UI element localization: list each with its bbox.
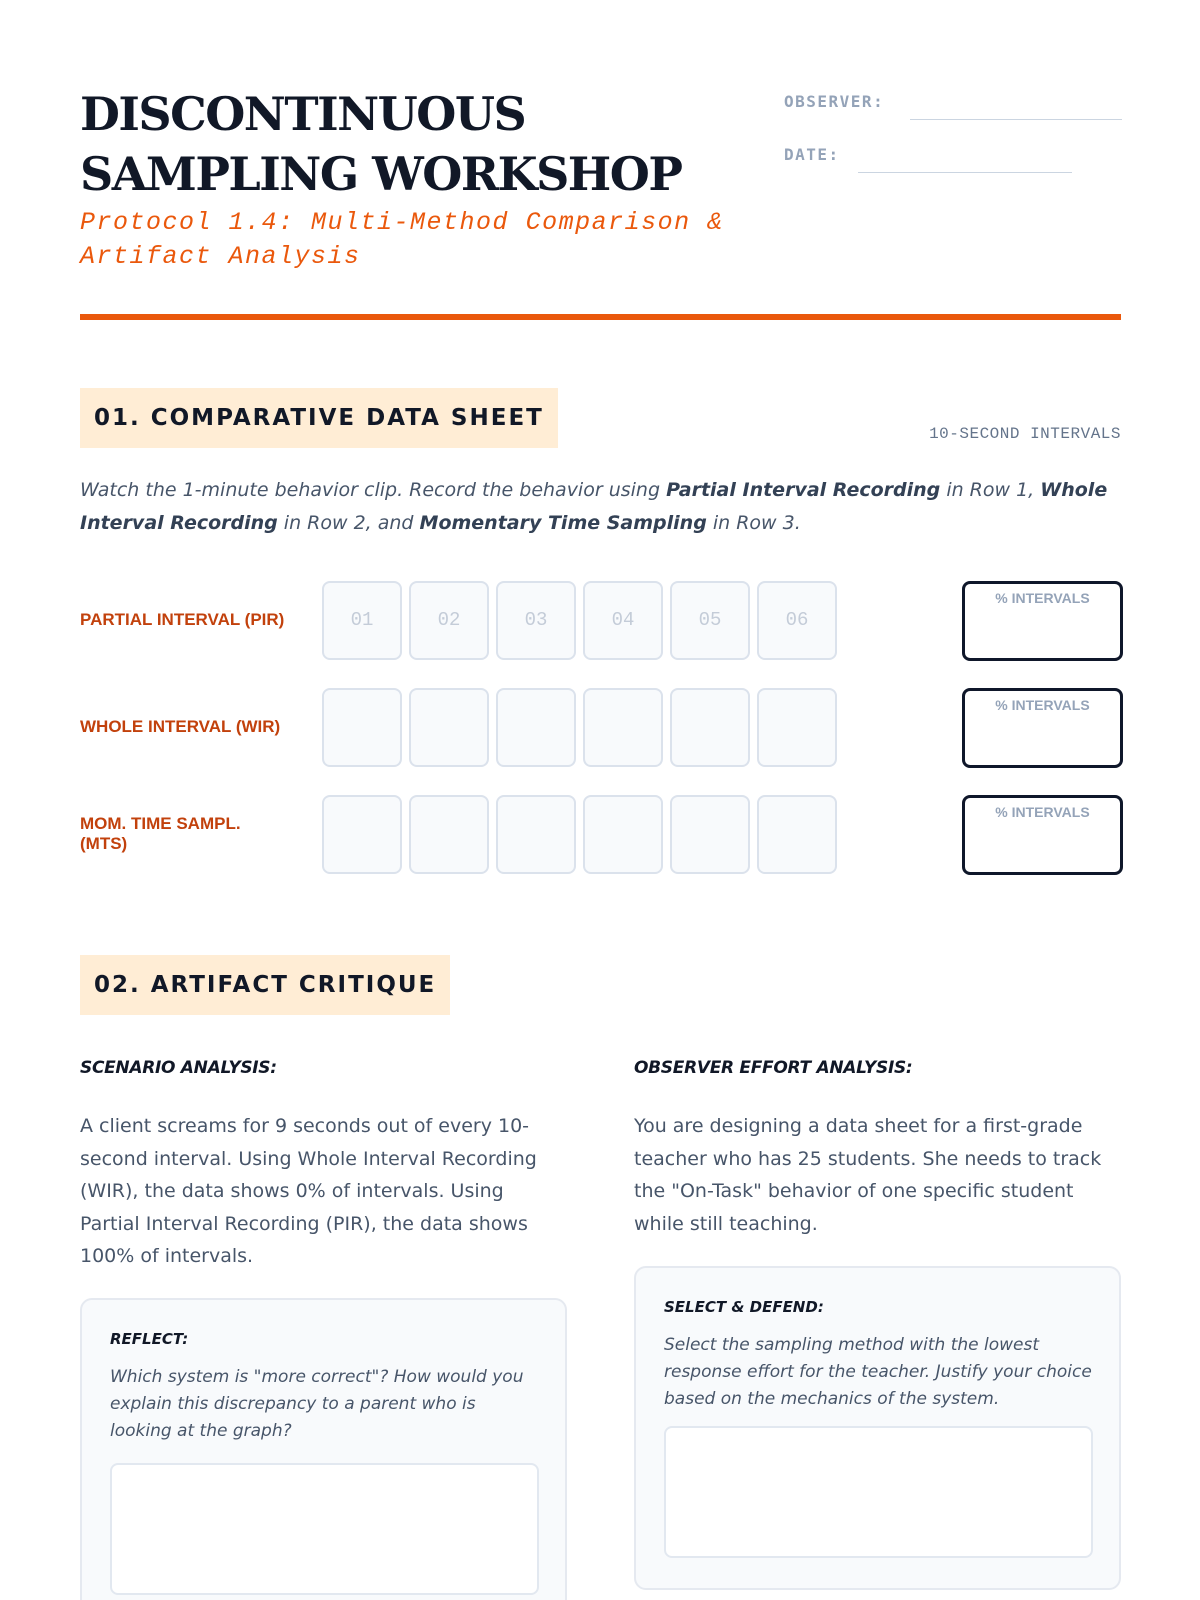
mts-cell-01[interactable] — [322, 795, 402, 874]
row-label-wir: WHOLE INTERVAL (WIR) — [80, 717, 281, 736]
select-defend-label: SELECT & DEFEND: — [664, 1298, 824, 1316]
wir-cell-02[interactable] — [409, 688, 489, 767]
reflect-panel — [80, 1298, 567, 1600]
select-defend-answer-box[interactable] — [664, 1426, 1093, 1558]
wir-cell-03[interactable] — [496, 688, 576, 767]
pir-cell-01[interactable]: 01 — [322, 581, 402, 660]
mts-cell-05[interactable] — [670, 795, 750, 874]
section-1-title: 01. COMPARATIVE DATA SHEET — [80, 388, 558, 448]
wir-result-box[interactable] — [962, 688, 1123, 768]
observer-effort-heading: OBSERVER EFFORT ANALYSIS: — [634, 1058, 913, 1078]
scenario-analysis-text: A client screams for 9 seconds out of every 10-second interval. Using Whole Interval Recording (WIR), the data shows 0% of intervals. Using Partial Interval Recording (PIR), the data shows 100% of intervals. — [80, 1115, 537, 1267]
reflect-label: REFLECT: — [110, 1330, 189, 1348]
reflect-prompt: Which system is "more correct"? How would you explain this discrepancy to a parent who is looking at the graph? — [110, 1367, 524, 1441]
wir-result-label: % INTERVALS — [995, 697, 1090, 713]
wir-cell-01[interactable] — [322, 688, 402, 767]
mts-cell-06[interactable] — [757, 795, 837, 874]
wir-cell-04[interactable] — [583, 688, 663, 767]
observer-label: OBSERVER: — [784, 92, 885, 111]
intervals-note: 10-SECOND INTERVALS — [929, 425, 1121, 443]
mts-cell-04[interactable] — [583, 795, 663, 874]
pir-result-box[interactable] — [962, 581, 1123, 661]
select-defend-panel — [634, 1266, 1121, 1590]
row-label-mts: MOM. TIME SAMPL. (MTS) — [80, 814, 241, 853]
reflect-answer-box[interactable] — [110, 1463, 539, 1595]
page-title: DISCONTINUOUS SAMPLING WORKSHOP — [80, 87, 682, 201]
header-divider — [80, 314, 1121, 320]
mts-cell-02[interactable] — [409, 795, 489, 874]
pir-cell-05[interactable]: 05 — [670, 581, 750, 660]
row-label-pir: PARTIAL INTERVAL (PIR) — [80, 610, 285, 629]
mts-cell-03[interactable] — [496, 795, 576, 874]
observer-field[interactable] — [910, 119, 1122, 120]
section-2-title: 02. ARTIFACT CRITIQUE — [80, 955, 450, 1015]
pir-result-label: % INTERVALS — [995, 590, 1090, 606]
data-sheet-instructions: Watch the 1-minute behavior clip. Record the behavior using Partial Interval Recording in Row 1, Whole Interval Recording in Row 2, and Momentary Time Sampling in Row 3. — [80, 479, 1108, 534]
date-label: DATE: — [784, 145, 840, 164]
pir-cell-04[interactable]: 04 — [583, 581, 663, 660]
select-defend-prompt: Select the sampling method with the lowest response effort for the teacher. Justify your choice based on the mechanics of the system. — [664, 1335, 1092, 1409]
mts-result-box[interactable] — [962, 795, 1123, 875]
date-field[interactable] — [858, 172, 1072, 173]
observer-effort-text: You are designing a data sheet for a first-grade teacher who has 25 students. She needs to track the "On-Task" behavior of one specific student while still teaching. — [634, 1115, 1102, 1235]
mts-result-label: % INTERVALS — [995, 804, 1090, 820]
wir-cell-06[interactable] — [757, 688, 837, 767]
pir-cell-03[interactable]: 03 — [496, 581, 576, 660]
wir-cell-05[interactable] — [670, 688, 750, 767]
page-subtitle: Protocol 1.4: Multi-Method Comparison & Artifact Analysis — [80, 208, 724, 271]
pir-cell-02[interactable]: 02 — [409, 581, 489, 660]
pir-cell-06[interactable]: 06 — [757, 581, 837, 660]
scenario-analysis-heading: SCENARIO ANALYSIS: — [80, 1058, 277, 1078]
